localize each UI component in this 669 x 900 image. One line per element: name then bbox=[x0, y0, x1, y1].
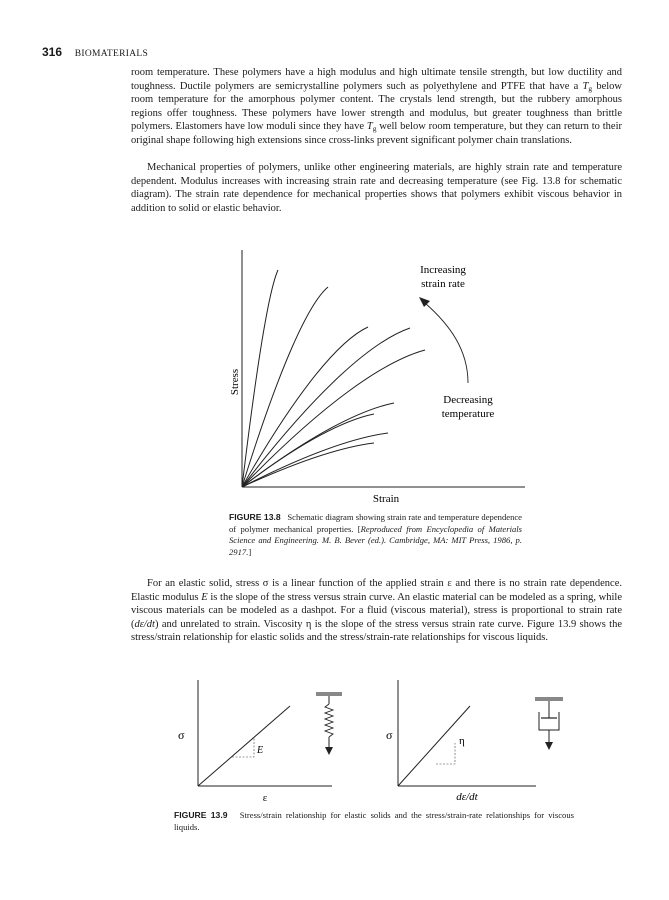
stress-strain-curve-9 bbox=[242, 443, 374, 487]
annotation-arrow bbox=[425, 303, 468, 383]
spring-icon bbox=[316, 692, 342, 755]
annotation-increasing: Increasing bbox=[420, 264, 466, 276]
running-header bbox=[42, 45, 148, 59]
running-title: BIOMATERIALS bbox=[74, 49, 149, 59]
left-stress-line bbox=[198, 706, 290, 786]
left-slope-label: E bbox=[257, 745, 264, 756]
right-slope-triangle bbox=[436, 743, 455, 764]
stress-strain-curve-8 bbox=[242, 433, 388, 487]
stress-strain-curve-4 bbox=[242, 328, 410, 487]
annotation-decreasing: Decreasing bbox=[443, 394, 493, 406]
figure-13-8 bbox=[200, 240, 540, 510]
right-y-label: σ bbox=[386, 728, 393, 742]
paragraph-2: Mechanical properties of polymers, unlike other engineering materials, are highly strain rate and temperature dependent. Modulus increases with increasing strain rate and decreasing temperature (see Fig. 13.8 for schematic diagram). The strain rate dependence for mechanical properties shows that polymers exhibit viscous behavior in addition to solid or elastic behavior. bbox=[131, 162, 622, 214]
x-axis-label: Strain bbox=[372, 493, 400, 505]
annotation-strain-rate: strain rate bbox=[421, 278, 465, 290]
paragraph-1: room temperature. These polymers have a high modulus and high ultimate tensile strength, but low ductility and toughness. Ductile polymers are semicrystalline polymers such as polyethylene and PTFE that have a $T_g$ below room temperature for the amorphous polymer content. The crystals lend strength, but the rubbery amorphous regions offer toughness. These polymers have lower strength and modulus, but greater toughness than brittle polymers. Elastomers have low moduli since they have $T_g$ well below room temperature, but they can return to their original shape following high extensions since cross-links prevent significant polymer chain translations. bbox=[131, 67, 622, 146]
dashpot-icon bbox=[535, 697, 563, 750]
annotation-temperature: temperature bbox=[441, 408, 495, 420]
left-x-label: ε bbox=[262, 792, 268, 804]
stress-strain-curve-1 bbox=[242, 270, 278, 487]
figure-13-9-caption: FIGURE 13.9 Stress/strain relationship for elastic solids and the stress/strain-rate relationships for viscous liquids. bbox=[174, 810, 574, 832]
page-number: 316 bbox=[42, 45, 63, 59]
paragraph-3: For an elastic solid, stress σ is a linear function of the applied strain ε and there is no strain rate dependence. Elastic modulus E is the slope of the stress versus strain curve. An elastic material can be modeled as a spring, while viscous materials can be modeled as a dashpot. For a fluid (viscous material), stress is proportional to strain rate (dε/dt) and unrelated to strain. Viscosity η is the slope of the stress versus strain rate curve. Figure 13.9 shows the stress/strain relationship for elastic solids and the stress/strain-rate relationships for viscous liquids. bbox=[131, 578, 623, 644]
figure-13-9 bbox=[170, 676, 580, 806]
right-slope-label: η bbox=[459, 735, 465, 747]
y-axis-label: Stress bbox=[229, 368, 241, 396]
left-y-label: σ bbox=[178, 728, 185, 742]
right-x-label: dε/dt bbox=[456, 791, 478, 803]
figure-13-8-caption: FIGURE 13.8 Schematic diagram showing strain rate and temperature dependence of polymer mechanical properties. [Reproduced from Encyclopedia of Materials Science and Engineering. M. B. Bever (ed.). Cambridge, MA: MIT Press, 1986, p. 2917.] bbox=[229, 512, 522, 557]
